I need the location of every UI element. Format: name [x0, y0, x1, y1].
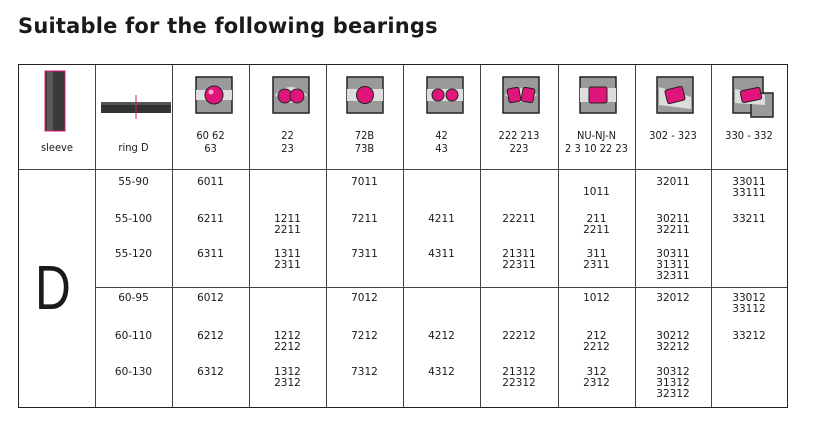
column-header-label [19, 141, 95, 154]
table-cell: 4212 [428, 330, 455, 342]
header-line: 2 3 10 22 23 [565, 142, 628, 155]
column-divider [558, 65, 559, 407]
table-cell: 32012 [656, 292, 690, 304]
table-cell: 7011 [351, 176, 378, 188]
table-cell: 7311 [351, 248, 378, 260]
table-cell: 60-130 [114, 366, 153, 378]
table-cell: 21311 22311 [502, 248, 536, 271]
header-line: 63 [204, 142, 217, 155]
table-cell: 1211 2211 [274, 213, 301, 236]
table-cell: 60-95 [118, 292, 149, 304]
tapered-roller-bearing-wide-icon [731, 75, 775, 119]
table-cell: 312 2312 [583, 366, 610, 389]
header-line: 22 [281, 129, 294, 142]
tapered-roller-bearing-icon [655, 75, 695, 115]
table-cell: 6012 [197, 292, 224, 304]
table-cell: 211 2211 [583, 213, 610, 236]
table-cell: 4211 [428, 213, 455, 225]
table-cell: 6211 [197, 213, 224, 225]
header-line: 73B [354, 142, 375, 155]
column-divider [95, 65, 96, 407]
column-divider [172, 65, 173, 407]
table-cell: 22212 [502, 330, 536, 342]
column-header-label [249, 129, 326, 155]
table-cell: 4311 [428, 248, 455, 260]
self-aligning-ball-bearing-icon [271, 75, 311, 115]
table-cell: 1311 2311 [274, 248, 301, 271]
column-divider [326, 65, 327, 407]
row-label-d: D [35, 254, 71, 323]
header-line: 222 213 [498, 129, 540, 142]
header-line: 42 [435, 129, 448, 142]
table-cell: 21312 22312 [502, 366, 536, 389]
column-divider [635, 65, 636, 407]
column-header-label [172, 129, 249, 155]
deep-groove-ball-bearing-icon [194, 75, 234, 115]
table-cell: 1212 2212 [274, 330, 301, 353]
double-row-ball-bearing-icon [425, 75, 465, 115]
column-divider [249, 65, 250, 407]
cylindrical-roller-bearing-icon [578, 75, 618, 115]
sleeve-icon [39, 69, 75, 133]
column-header-label [558, 129, 635, 155]
table-cell: 7312 [351, 366, 378, 378]
header-line: NU-NJ-N [576, 129, 617, 142]
table-cell: 33212 [732, 330, 766, 342]
table-cell: 22211 [502, 213, 536, 225]
table-cell: 4312 [428, 366, 455, 378]
table-cell: 55-120 [114, 248, 153, 260]
table-cell: 55-100 [114, 213, 153, 225]
column-divider [403, 65, 404, 407]
column-header-label [711, 129, 787, 142]
angular-contact-ball-bearing-icon [345, 75, 385, 115]
table-cell: 1011 [583, 186, 610, 198]
table-cell: 55-90 [118, 176, 149, 188]
table-cell: 311 2311 [583, 248, 610, 271]
column-divider [480, 65, 481, 407]
table-cell: 6011 [197, 176, 224, 188]
table-cell: 33011 33111 [732, 176, 766, 199]
header-line: 330 - 332 [725, 129, 773, 142]
table-cell: 30311 31311 32311 [656, 248, 690, 282]
ring-d-icon [101, 95, 171, 119]
header-line: 72B [354, 129, 375, 142]
column-header-label [480, 129, 558, 155]
header-line: 223 [509, 142, 529, 155]
table-cell: 30211 32211 [656, 213, 690, 236]
table-cell: 6311 [197, 248, 224, 260]
column-divider [711, 65, 712, 407]
column-header-label [635, 129, 711, 142]
table-cell: 7211 [351, 213, 378, 225]
column-header-label [95, 141, 172, 154]
header-line: 60 62 [196, 129, 225, 142]
group-divider [95, 287, 787, 288]
table-cell: 6212 [197, 330, 224, 342]
table-cell: 1312 2312 [274, 366, 301, 389]
column-header-label [403, 129, 480, 155]
header-divider [19, 169, 787, 170]
table-cell: 1012 [583, 292, 610, 304]
table-cell: 7212 [351, 330, 378, 342]
table-cell: 30312 31312 32312 [656, 366, 690, 400]
header-line: sleeve [40, 141, 74, 154]
header-line: 23 [281, 142, 294, 155]
header-line: ring D [118, 141, 149, 154]
table-cell: 7012 [351, 292, 378, 304]
spherical-roller-bearing-icon [501, 75, 541, 115]
table-cell: 6312 [197, 366, 224, 378]
bearings-table [18, 64, 788, 408]
page-title: Suitable for the following bearings [18, 14, 438, 38]
header-line: 302 - 323 [649, 129, 697, 142]
table-cell: 33012 33112 [732, 292, 766, 315]
column-header-label [326, 129, 403, 155]
table-cell: 30212 32212 [656, 330, 690, 353]
table-cell: 212 2212 [583, 330, 610, 353]
header-line: 43 [435, 142, 448, 155]
table-cell: 33211 [732, 213, 766, 225]
table-cell: 32011 [656, 176, 690, 188]
table-cell: 60-110 [114, 330, 153, 342]
